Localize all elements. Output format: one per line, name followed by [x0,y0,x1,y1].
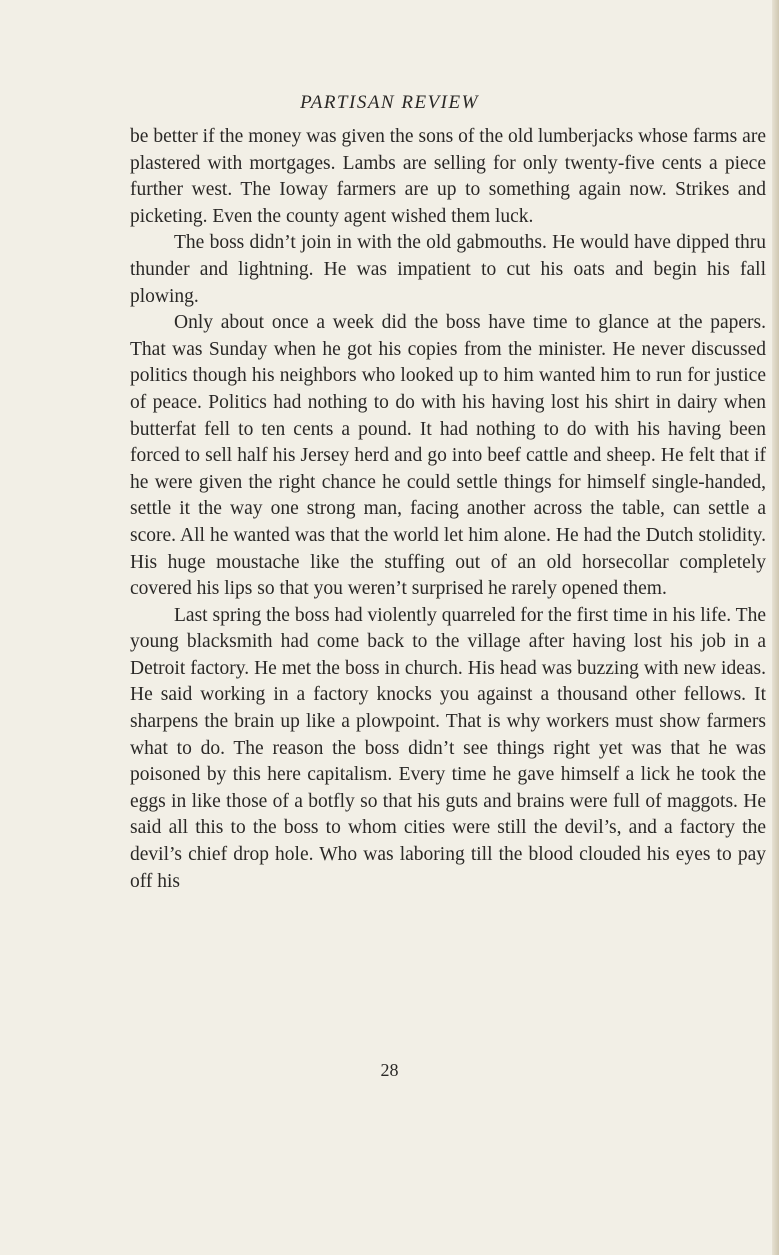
page-number: 28 [380,1060,399,1080]
body-text [130,124,766,895]
paragraph-2: The boss didn’t join in with the old gabmouths. He would have dipped thru thunder and lightning. He was impatient to cut his oats and begin his fall plowing. [130,232,766,307]
paragraph-1: be better if the money was given the sons of the old lumberjacks whose farms are plastered with mortgages. Lambs are selling for only twenty-five cents a piece further west. The Ioway farmers are up to something again now. Strikes and picketing. Even the county agent wished them luck. [130,126,766,227]
paragraph-4: Last spring the boss had violently quarreled for the first time in his life. The young blacksmith had come back to the village after having lost his job in a Detroit factory. He met the boss in church. His head was buzzing with new ideas. He said working in a factory knocks you against a thousand other fellows. It sharpens the brain up like a plowpoint. That is why workers must show farmers what to do. The reason the boss didn’t see things right yet was that he was poisoned by this here capitalism. Every time he gave himself a lick he took the eggs in like those of a botfly so that his guts and brains were full of maggots. He said all this to the boss to whom cities were still the devil’s, and a factory the devil’s chief drop hole. Who was laboring till the blood clouded his eyes to pay off his [130,604,766,892]
paragraph-3: Only about once a week did the boss have time to glance at the papers. That was Sunday when he got his copies from the minister. He never discussed politics though his neighbors who looked up to him wanted him to run for justice of peace. Politics had nothing to do with his having lost his shirt in dairy when butterfat fell to ten cents a pound. It had nothing to do with his having been forced to sell half his Jersey herd and go into beef cattle and sheep. He felt that if he were given the right chance he could settle things for himself single-handed, settle it the way one strong man, facing another across the table, can settle a score. All he wanted was that the world let him alone. He had the Dutch stolidity. His huge moustache like the stuffing out of an old horsecollar completely covered his lips so that you weren’t surprised he rarely opened them. [130,312,766,600]
running-head: PARTISAN REVIEW [300,92,479,113]
